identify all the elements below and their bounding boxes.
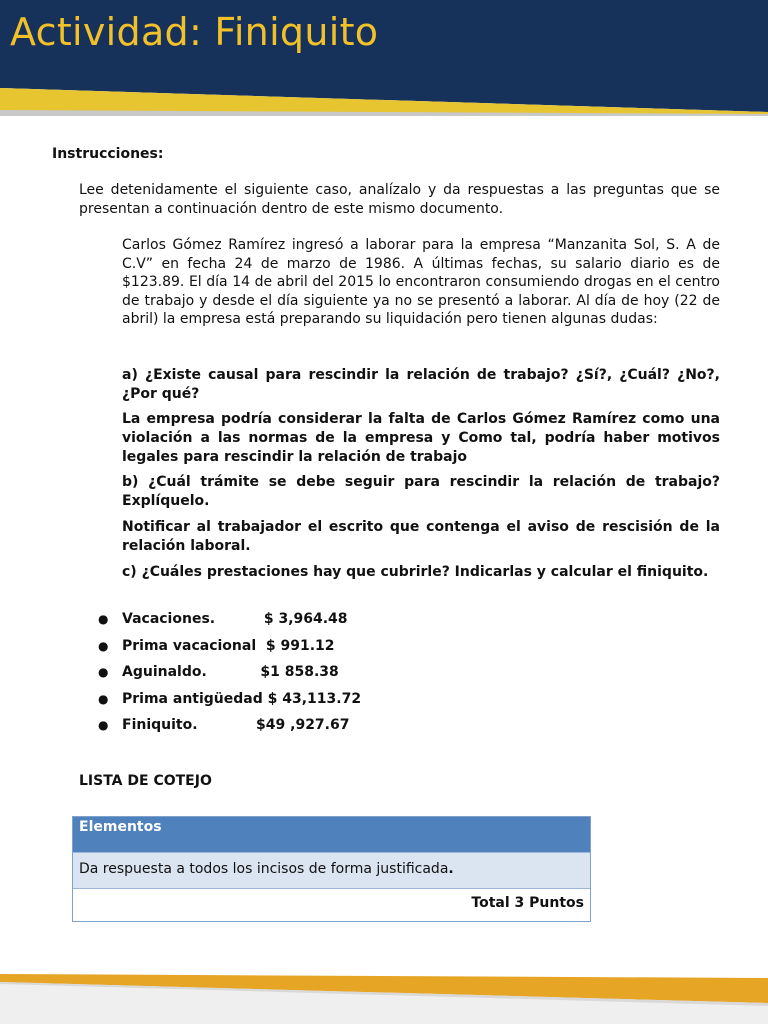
row-end: . bbox=[448, 861, 454, 877]
question-c: c) ¿Cuáles prestaciones hay que cubrirle? Indicarlas y calcular el finiquito. bbox=[122, 564, 709, 580]
table-header: Elementos bbox=[73, 817, 590, 852]
bullet-icon: ● bbox=[98, 718, 109, 733]
footer-background bbox=[0, 970, 768, 1024]
case-description: Carlos Gómez Ramírez ingresó a laborar para la empresa “Manzanita Sol, S. A de C.V” en fecha 24 de marzo de 1986. A últimas fechas, su salario diario es de $123.89. El día 14 de abril del 2015 lo encontraron consumiendo drogas en el centro de trabajo y desde el día siguiente ya no se presentó a laborar. Al día de hoy (22 de abril) la empresa está preparando su liquidación pero tienen algunas dudas: bbox=[122, 237, 720, 328]
list-item bbox=[98, 712, 361, 739]
list-item bbox=[98, 633, 361, 660]
table-total: Total 3 Puntos bbox=[73, 888, 590, 921]
instructions-label: Instrucciones: bbox=[52, 146, 164, 162]
answer-a: La empresa podría considerar la falta de Carlos Gómez Ramírez como una violación a las normas de la empresa y Como tal, podría haber motivos legales para rescindir la relación de trabajo bbox=[122, 411, 720, 465]
benefit-text: Aguinaldo. $1 858.38 bbox=[122, 664, 339, 681]
footer-banner bbox=[0, 970, 768, 1024]
bullet-icon: ● bbox=[98, 665, 109, 680]
row-text: Da respuesta a todos los incisos de forma justificada bbox=[79, 861, 449, 877]
answer-b: Notificar al trabajador el escrito que contenga el aviso de rescisión de la relación laboral. bbox=[122, 519, 720, 554]
benefit-text: Finiquito. $49 ,927.67 bbox=[122, 717, 350, 734]
bullet-icon: ● bbox=[98, 638, 109, 653]
page-title: Actividad: Finiquito bbox=[10, 10, 379, 54]
list-item bbox=[98, 659, 361, 686]
bullet-icon: ● bbox=[98, 691, 109, 706]
instructions-intro: Lee detenidamente el siguiente caso, analízalo y da respuestas a las preguntas que se presentan a continuación dentro de este mismo documento. bbox=[79, 182, 720, 217]
checklist-table bbox=[72, 816, 591, 922]
benefit-text: Prima antigüedad $ 43,113.72 bbox=[122, 690, 362, 707]
benefit-text: Prima vacacional $ 991.12 bbox=[122, 637, 335, 654]
checklist-label: LISTA DE COTEJO bbox=[79, 773, 212, 789]
table-row bbox=[73, 852, 590, 888]
benefits-list bbox=[98, 606, 361, 739]
question-b: b) ¿Cuál trámite se debe seguir para rescindir la relación de trabajo? Explíquelo. bbox=[122, 474, 720, 509]
question-a: a) ¿Existe causal para rescindir la relación de trabajo? ¿Sí?, ¿Cuál? ¿No?, ¿Por qué? bbox=[122, 367, 720, 402]
bullet-icon: ● bbox=[98, 612, 109, 627]
benefit-text: Vacaciones. $ 3,964.48 bbox=[122, 611, 348, 628]
header-banner bbox=[0, 0, 768, 118]
list-item bbox=[98, 686, 361, 713]
list-item bbox=[98, 606, 361, 633]
